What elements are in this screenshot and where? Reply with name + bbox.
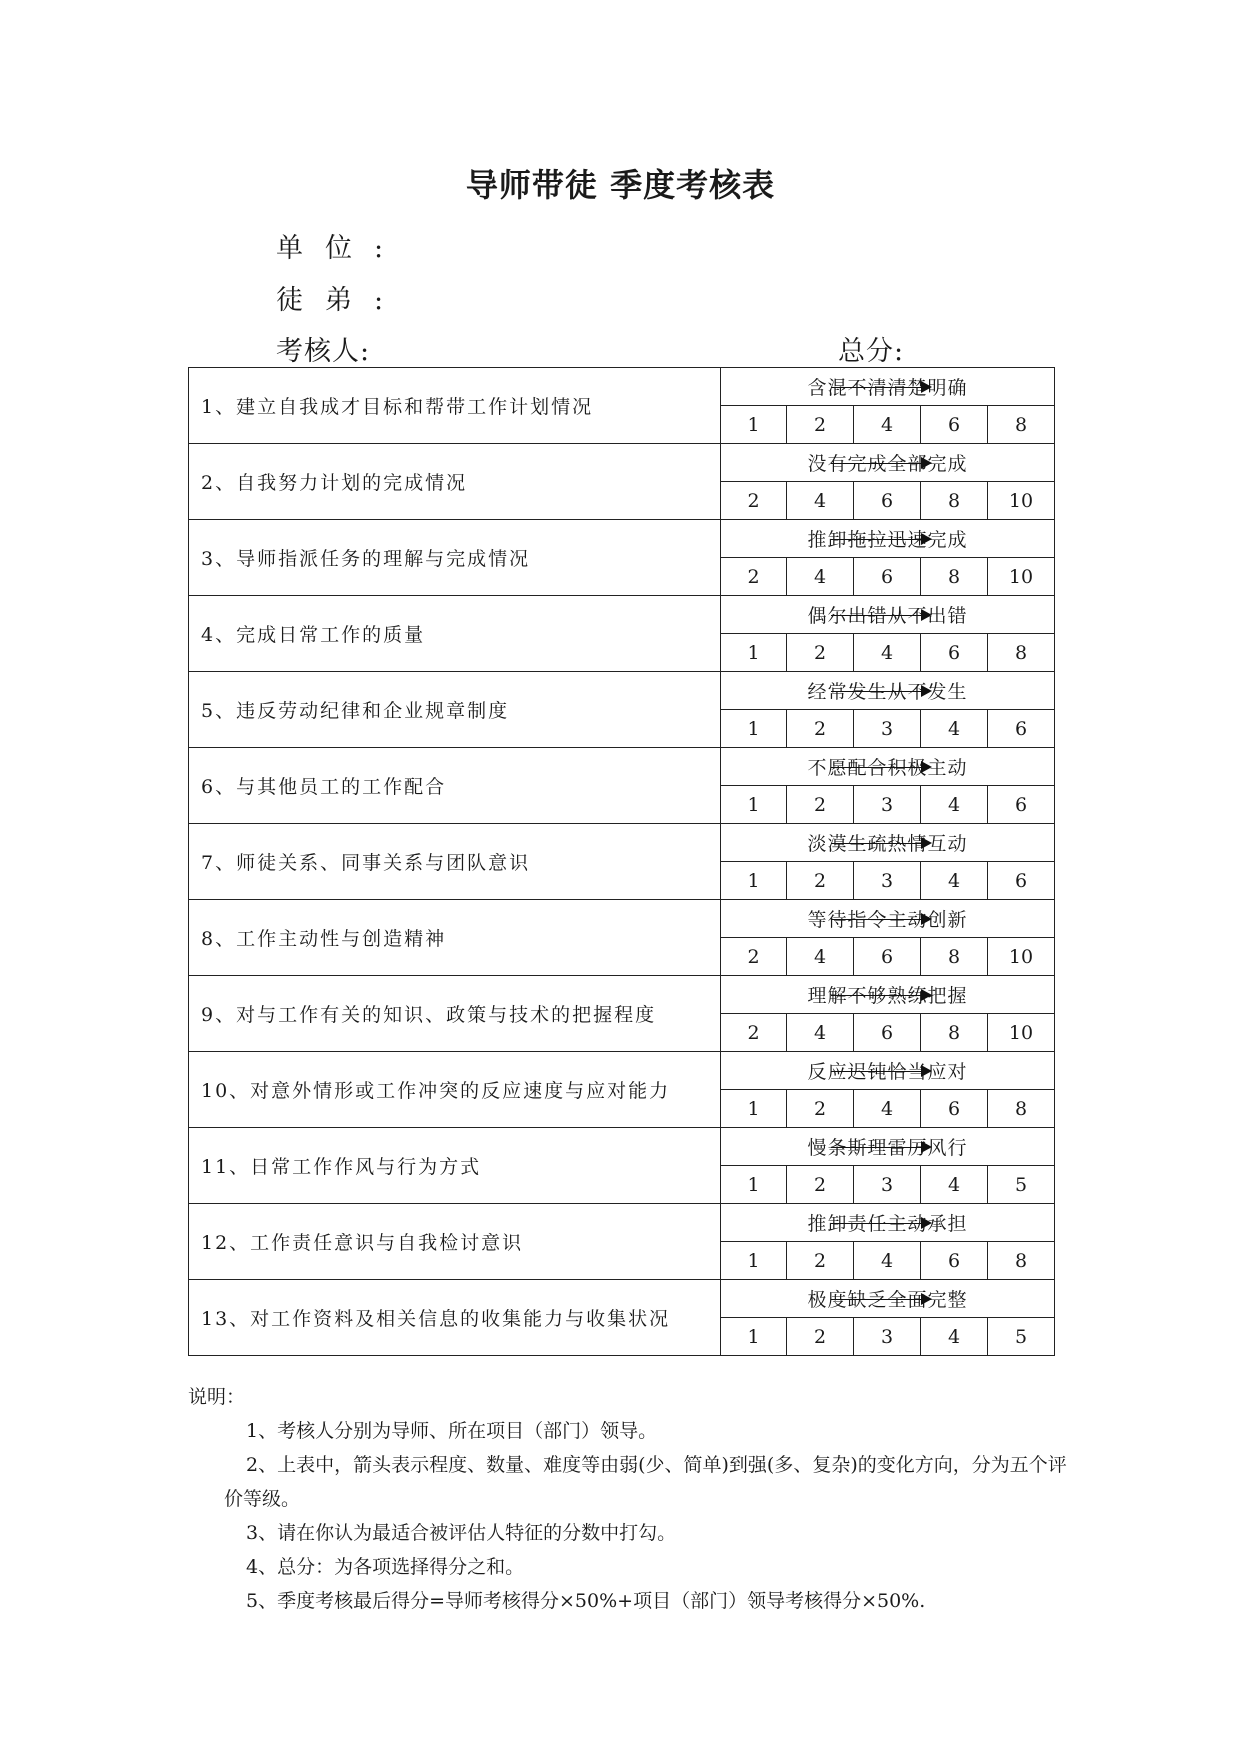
scale-description <box>721 1204 1055 1242</box>
score-option[interactable]: 2 <box>787 1090 854 1128</box>
score-option[interactable]: 6 <box>988 786 1055 824</box>
scale-text: 理解不够熟练把握 <box>807 985 968 1007</box>
score-option[interactable]: 1 <box>721 1090 787 1128</box>
score-option[interactable]: 2 <box>787 862 854 900</box>
score-option[interactable]: 4 <box>787 558 854 596</box>
table-row <box>189 976 1055 1014</box>
score-option[interactable]: 4 <box>921 786 988 824</box>
scale-description <box>721 368 1055 406</box>
score-option[interactable]: 6 <box>921 634 988 672</box>
unit-field[interactable] <box>276 226 384 265</box>
criterion-label: 11、日常工作作风与行为方式 <box>189 1128 721 1204</box>
table-row <box>189 1280 1055 1318</box>
score-option[interactable]: 3 <box>854 710 921 748</box>
table-row <box>189 1128 1055 1166</box>
score-option[interactable]: 2 <box>787 710 854 748</box>
score-option[interactable]: 6 <box>921 406 988 444</box>
arrow-right-icon <box>831 615 922 616</box>
table-row <box>189 444 1055 482</box>
scale-description <box>721 596 1055 634</box>
score-option[interactable]: 6 <box>921 1090 988 1128</box>
score-option[interactable]: 5 <box>988 1166 1055 1204</box>
table-row <box>189 672 1055 710</box>
criterion-label: 7、师徒关系、同事关系与团队意识 <box>189 824 721 900</box>
score-option[interactable]: 8 <box>921 1014 988 1052</box>
scale-text: 偶尔出错从不出错 <box>807 605 968 627</box>
scale-description <box>721 748 1055 786</box>
scale-description <box>721 1128 1055 1166</box>
scale-description <box>721 1052 1055 1090</box>
score-option[interactable]: 2 <box>721 1014 787 1052</box>
table-row <box>189 368 1055 406</box>
unit-label: 单位 <box>276 233 374 264</box>
score-option[interactable]: 4 <box>787 1014 854 1052</box>
arrow-right-icon <box>831 1147 922 1148</box>
score-option[interactable]: 8 <box>988 406 1055 444</box>
score-option[interactable]: 10 <box>988 938 1055 976</box>
score-option[interactable]: 3 <box>854 862 921 900</box>
score-option[interactable]: 6 <box>854 938 921 976</box>
table-row <box>189 1052 1055 1090</box>
scale-description <box>721 672 1055 710</box>
score-option[interactable]: 4 <box>854 634 921 672</box>
table-row <box>189 824 1055 862</box>
criterion-label: 12、工作责任意识与自我检讨意识 <box>189 1204 721 1280</box>
score-option[interactable]: 4 <box>854 1090 921 1128</box>
scale-text: 含混不清清楚明确 <box>807 377 968 399</box>
score-option[interactable]: 2 <box>787 406 854 444</box>
assessor-label: 考核人: <box>276 336 371 367</box>
score-option[interactable]: 1 <box>721 406 787 444</box>
score-option[interactable]: 1 <box>721 786 787 824</box>
arrow-right-icon <box>831 387 922 388</box>
score-option[interactable]: 8 <box>988 634 1055 672</box>
scale-description <box>721 1280 1055 1318</box>
arrow-right-icon <box>831 843 922 844</box>
score-option[interactable]: 6 <box>854 482 921 520</box>
arrow-right-icon <box>831 539 922 540</box>
page-title: 导师带徒 季度考核表 <box>465 166 776 204</box>
score-option[interactable]: 4 <box>921 710 988 748</box>
arrow-right-icon <box>831 691 922 692</box>
table-row <box>189 520 1055 558</box>
criterion-label: 13、对工作资料及相关信息的收集能力与收集状况 <box>189 1280 721 1356</box>
score-option[interactable]: 2 <box>787 1242 854 1280</box>
apprentice-field[interactable] <box>276 278 384 317</box>
criterion-label: 5、违反劳动纪律和企业规章制度 <box>189 672 721 748</box>
criterion-label: 2、自我努力计划的完成情况 <box>189 444 721 520</box>
score-option[interactable]: 1 <box>721 862 787 900</box>
note-item: 2、上表中，箭头表示程度、数量、难度等由弱(少、简单)到强(多、复杂)的变化方向，分为五个评价等级。 <box>224 1454 1067 1510</box>
score-option[interactable]: 8 <box>921 558 988 596</box>
unit-colon: : <box>374 233 385 264</box>
criterion-label: 3、导师指派任务的理解与完成情况 <box>189 520 721 596</box>
arrow-right-icon <box>831 1299 922 1300</box>
criterion-label: 1、建立自我成才目标和帮带工作计划情况 <box>189 368 721 444</box>
score-option[interactable]: 5 <box>988 1318 1055 1356</box>
score-option[interactable]: 6 <box>988 862 1055 900</box>
score-option[interactable]: 6 <box>854 1014 921 1052</box>
notes-heading: 说明： <box>188 1386 246 1408</box>
arrow-right-icon <box>831 1071 922 1072</box>
scale-text: 推卸责任主动承担 <box>807 1213 968 1235</box>
score-option[interactable]: 1 <box>721 710 787 748</box>
scale-text: 慢条斯理雷厉风行 <box>807 1137 968 1159</box>
note-item: 5、季度考核最后得分=导师考核得分×50%+项目（部门）领导考核得分×50%. <box>246 1590 926 1612</box>
evaluation-table <box>188 367 1055 1356</box>
score-option[interactable]: 6 <box>854 558 921 596</box>
score-option[interactable]: 10 <box>988 558 1055 596</box>
table-row <box>189 596 1055 634</box>
score-option[interactable]: 4 <box>921 1318 988 1356</box>
score-option[interactable]: 8 <box>988 1090 1055 1128</box>
scale-description <box>721 824 1055 862</box>
score-option[interactable]: 2 <box>787 1166 854 1204</box>
total-score-field[interactable] <box>838 329 904 368</box>
scale-description <box>721 976 1055 1014</box>
scale-description <box>721 444 1055 482</box>
criterion-label: 9、对与工作有关的知识、政策与技术的把握程度 <box>189 976 721 1052</box>
note-item: 3、请在你认为最适合被评估人特征的分数中打勾。 <box>246 1522 677 1544</box>
note-item: 1、考核人分别为导师、所在项目（部门）领导。 <box>246 1420 658 1442</box>
arrow-right-icon <box>831 995 922 996</box>
arrow-right-icon <box>831 919 922 920</box>
scale-text: 淡漠生疏热情互动 <box>807 833 968 855</box>
score-option[interactable]: 4 <box>854 406 921 444</box>
scale-text: 反应迟钝恰当应对 <box>807 1061 968 1083</box>
table-row <box>189 1204 1055 1242</box>
total-score-label: 总分: <box>838 336 905 367</box>
score-option[interactable]: 8 <box>921 938 988 976</box>
criterion-label: 4、完成日常工作的质量 <box>189 596 721 672</box>
score-option[interactable]: 8 <box>988 1242 1055 1280</box>
score-option[interactable]: 1 <box>721 1318 787 1356</box>
score-option[interactable]: 1 <box>721 634 787 672</box>
evaluation-table-body <box>189 368 1055 1356</box>
score-option[interactable]: 8 <box>921 482 988 520</box>
score-option[interactable]: 4 <box>854 1242 921 1280</box>
notes-section <box>188 1380 1068 1618</box>
table-row <box>189 748 1055 786</box>
note-item: 4、总分：为各项选择得分之和。 <box>246 1556 525 1578</box>
score-option[interactable]: 2 <box>721 482 787 520</box>
score-option[interactable]: 4 <box>921 862 988 900</box>
score-option[interactable]: 1 <box>721 1242 787 1280</box>
arrow-right-icon <box>831 1223 922 1224</box>
criterion-label: 8、工作主动性与创造精神 <box>189 900 721 976</box>
arrow-right-icon <box>831 767 922 768</box>
score-option[interactable]: 2 <box>787 1318 854 1356</box>
score-option[interactable]: 4 <box>921 1166 988 1204</box>
score-option[interactable]: 4 <box>787 482 854 520</box>
scale-text: 经常发生从不发生 <box>807 681 968 703</box>
score-option[interactable]: 10 <box>988 1014 1055 1052</box>
criterion-label: 6、与其他员工的工作配合 <box>189 748 721 824</box>
table-row <box>189 900 1055 938</box>
assessor-field[interactable] <box>276 329 370 368</box>
scale-text: 没有完成全部完成 <box>807 453 968 475</box>
score-option[interactable]: 3 <box>854 786 921 824</box>
score-option[interactable]: 2 <box>721 938 787 976</box>
arrow-right-icon <box>831 463 922 464</box>
scale-text: 不愿配合积极主动 <box>807 757 968 779</box>
apprentice-label: 徒弟 <box>276 285 374 316</box>
score-option[interactable]: 2 <box>787 634 854 672</box>
apprentice-colon: : <box>374 285 385 316</box>
score-option[interactable]: 6 <box>988 710 1055 748</box>
score-option[interactable]: 3 <box>854 1318 921 1356</box>
score-option[interactable]: 1 <box>721 1166 787 1204</box>
scale-text: 极度缺乏全面完整 <box>807 1289 968 1311</box>
score-option[interactable]: 4 <box>787 938 854 976</box>
scale-text: 等待指令主动创新 <box>807 909 968 931</box>
scale-description <box>721 520 1055 558</box>
scale-description <box>721 900 1055 938</box>
score-option[interactable]: 10 <box>988 482 1055 520</box>
scale-text: 推卸拖拉迅速完成 <box>807 529 968 551</box>
score-option[interactable]: 3 <box>854 1166 921 1204</box>
criterion-label: 10、对意外情形或工作冲突的反应速度与应对能力 <box>189 1052 721 1128</box>
score-option[interactable]: 2 <box>721 558 787 596</box>
score-option[interactable]: 2 <box>787 786 854 824</box>
score-option[interactable]: 6 <box>921 1242 988 1280</box>
